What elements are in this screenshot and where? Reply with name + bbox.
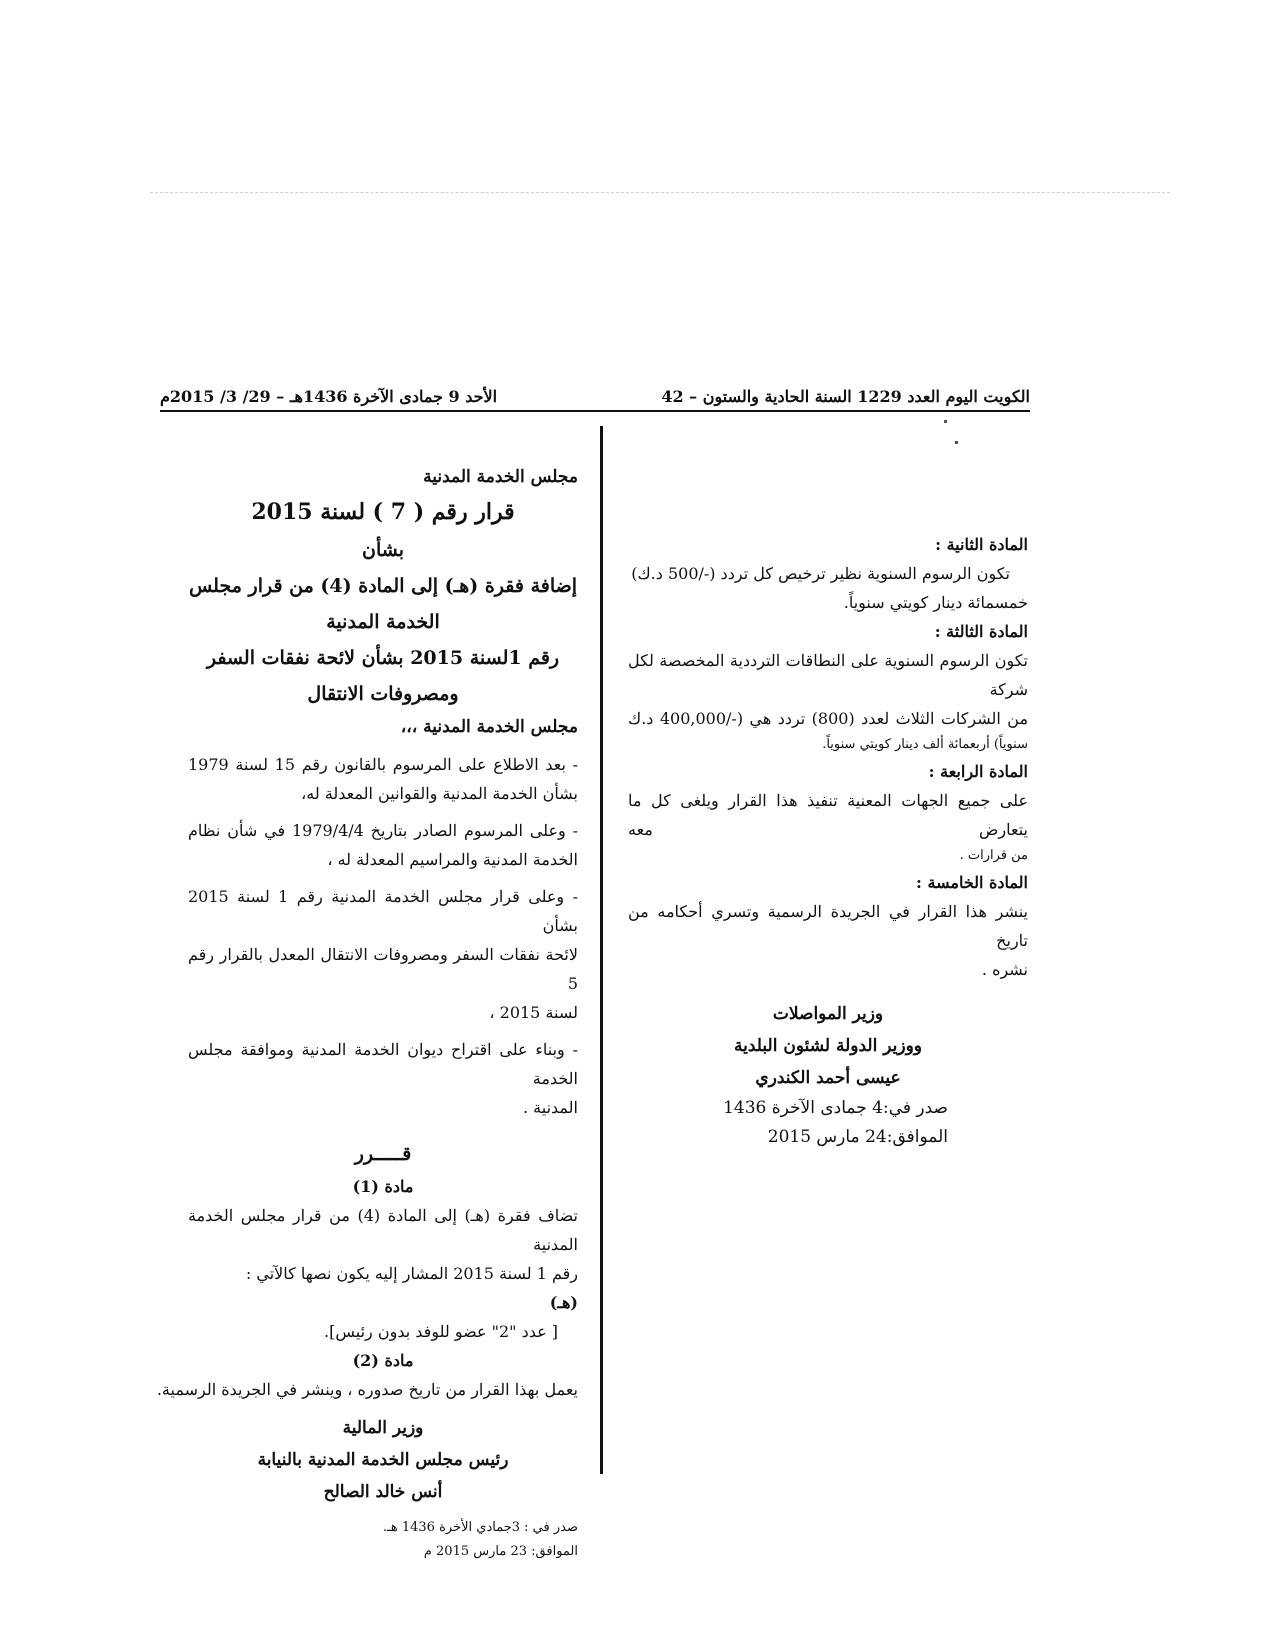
article-2-text: يعمل بهذا القرار من تاريخ صدوره ، وينشر في الجريدة الرسمية. bbox=[156, 1380, 578, 1399]
article-3-line-2: من الشركات الثلاث لعدد (800) تردد هي (-/400,000 د.ك bbox=[628, 709, 1029, 728]
council-intro: مجلس الخدمة المدنية ،،، bbox=[400, 717, 578, 737]
paragraph-h-label: (هـ) bbox=[549, 1293, 578, 1312]
minister-corresponding-date: الموافق:24 مارس 2015 bbox=[767, 1127, 948, 1147]
preamble-3-line-1: - وعلى قرار مجلس الخدمة المدنية رقم 1 لسنة 2015 بشأن bbox=[188, 887, 579, 935]
corresponding-date: الموافق: 23 مارس 2015 م bbox=[423, 1544, 578, 1559]
article-4-line-2: من قرارات . bbox=[959, 848, 1028, 863]
issued-date: صدر في : 3جمادي الأخرة 1436 هـ. bbox=[382, 1520, 578, 1535]
article-2-heading: المادة الثانية : bbox=[935, 535, 1028, 554]
preamble-2-line-1: - وعلى المرسوم الصادر بتاريخ 1979/4/4 في شأن نظام bbox=[188, 821, 578, 840]
signatory-title-2: رئيس مجلس الخدمة المدنية بالنيابة bbox=[257, 1450, 509, 1470]
paragraph-h-text: [ عدد "2" عضو للوفد بدون رئيس]. bbox=[324, 1322, 558, 1341]
article-1-line-2: رقم 1 لسنة 2015 المشار إليه يكون نصها كالآتي : bbox=[245, 1264, 578, 1283]
preamble-2-line-2: الخدمة المدنية والمراسيم المعدلة له ، bbox=[327, 850, 578, 869]
decision-number: قرار رقم ( 7 ) لسنة 2015 bbox=[251, 499, 515, 525]
header-rule bbox=[160, 410, 1030, 412]
article-1-title: مادة (1) bbox=[352, 1177, 414, 1196]
preamble-3-line-2: لائحة نفقات السفر ومصروفات الانتقال المعدل بالقرار رقم 5 bbox=[188, 945, 578, 993]
minister-name: عيسى أحمد الكندري bbox=[755, 1068, 901, 1088]
column-divider bbox=[600, 426, 603, 1474]
scan-speck bbox=[944, 420, 947, 423]
decided-heading: قـــــرر bbox=[354, 1143, 412, 1165]
article-2-right-line-1: تكون الرسوم السنوية نظير ترخيص كل تردد (-/500 د.ك) bbox=[631, 564, 1010, 583]
subject-line-3: رقم 1لسنة 2015 بشأن لائحة نفقات السفر bbox=[206, 647, 560, 669]
minister-title-1: وزير المواصلات bbox=[772, 1004, 884, 1024]
subject-line-1: إضافة فقرة (هـ) إلى المادة (4) من قرار مجلس bbox=[188, 575, 578, 597]
council-heading: مجلس الخدمة المدنية bbox=[423, 467, 578, 487]
header-issue-info: الكويت اليوم العدد 1229 السنة الحادية والستون – 42 bbox=[661, 387, 1030, 406]
signatory-title-1: وزير المالية bbox=[342, 1418, 424, 1438]
article-2-title: مادة (2) bbox=[352, 1351, 414, 1370]
article-1-line-1: تضاف فقرة (هـ) إلى المادة (4) من قرار مجلس الخدمة المدنية bbox=[188, 1206, 578, 1254]
article-3-line-3: سنوياً) أربعمائة ألف دينار كويتي سنوياً. bbox=[822, 737, 1028, 752]
preamble-4-line-1: - وبناء على اقتراح ديوان الخدمة المدنية وموافقة مجلس الخدمة bbox=[188, 1040, 578, 1088]
preamble-3-line-3: لسنة 2015 ، bbox=[489, 1003, 578, 1022]
preamble-1-line-1: - بعد الاطلاع على المرسوم بالقانون رقم 15 لسنة 1979 bbox=[188, 755, 579, 774]
article-3-line-1: تكون الرسوم السنوية على النطاقات الترددية المخصصة لكل شركة bbox=[628, 651, 1028, 699]
subject-line-4: ومصروفات الانتقال bbox=[307, 683, 459, 705]
article-4-line-1: على جميع الجهات المعنية تنفيذ هذا القرار ويلغى كل ما يتعارض معه bbox=[628, 791, 1028, 839]
preamble-1-line-2: بشأن الخدمة المدنية والقوانين المعدلة له، bbox=[301, 784, 578, 803]
right-column bbox=[628, 530, 1028, 1152]
scan-speck bbox=[955, 441, 958, 444]
article-5-heading: المادة الخامسة : bbox=[916, 873, 1028, 892]
article-4-heading: المادة الرابعة : bbox=[928, 762, 1028, 781]
left-column bbox=[156, 462, 579, 1564]
subject-line-2: الخدمة المدنية bbox=[326, 611, 440, 633]
minister-title-2: ووزير الدولة لشئون البلدية bbox=[734, 1036, 922, 1056]
regarding-label: بشأن bbox=[362, 539, 404, 561]
minister-issued-date: صدر في:4 جمادى الآخرة 1436 bbox=[723, 1098, 948, 1118]
header-date: الأحد 9 جمادى الآخرة 1436هـ – 29/ 3/ 2015م bbox=[160, 387, 498, 406]
article-5-line-2: نشره . bbox=[981, 960, 1028, 979]
preamble-4-line-2: المدنية . bbox=[523, 1098, 578, 1117]
article-2-right-line-2: خمسمائة دينار كويتي سنوياً. bbox=[843, 593, 1028, 612]
scan-edge-line bbox=[150, 192, 1170, 193]
article-3-heading: المادة الثالثة : bbox=[934, 622, 1028, 641]
signatory-name: أنس خالد الصالح bbox=[323, 1482, 443, 1502]
article-5-line-1: ينشر هذا القرار في الجريدة الرسمية وتسري أحكامه من تاريخ bbox=[628, 902, 1028, 950]
page-header bbox=[160, 378, 1030, 406]
